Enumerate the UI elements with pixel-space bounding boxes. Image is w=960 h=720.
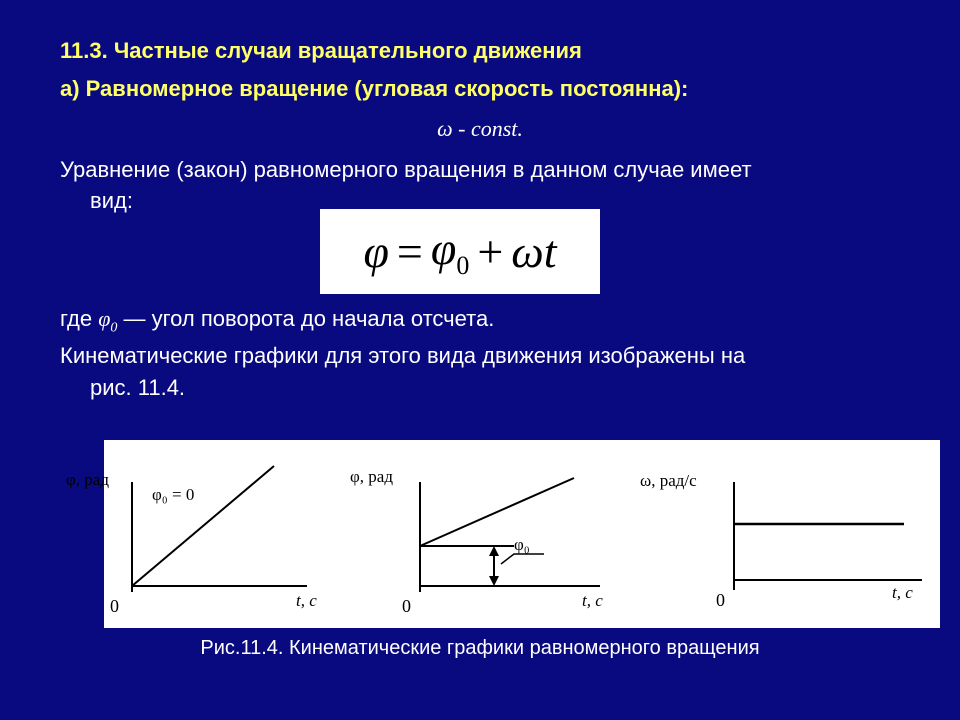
graph1-ylabel: φ, рад (66, 470, 110, 489)
graph1-origin: 0 (110, 596, 119, 616)
graph2-ylabel: φ, рад (350, 467, 394, 486)
graph-phi-nonzero (350, 467, 603, 616)
graph-omega (640, 471, 922, 610)
formula-lhs: φ (363, 226, 389, 277)
graph-phi-zero (66, 466, 317, 616)
formula-omega-t: ωt (511, 226, 557, 277)
omega-const-formula: ω - const. (437, 116, 523, 141)
graph2-annotation: φ₀ (514, 535, 530, 554)
formula-equals: = (396, 226, 423, 277)
kinematic-graphs-svg (66, 440, 940, 628)
paragraph-phi0-definition (60, 303, 494, 343)
paragraph-law-line1: Уравнение (закон) равномерного вращения в данном случае имеет (60, 157, 752, 182)
graph3-origin: 0 (716, 590, 725, 610)
formula-phi0: $\varphi_0$ (430, 222, 470, 281)
graph1-annotation: φ₀ = 0 (152, 485, 195, 504)
graph3-xlabel: t, c (892, 583, 913, 602)
kinematic-graphs-figure (66, 440, 940, 628)
graph1-xlabel: t, c (296, 591, 317, 610)
graph1-line (132, 466, 274, 586)
graph2-arrow-up (489, 546, 499, 556)
paragraph-graphs-line1: Кинематические графики для этого вида движения изображены на (60, 343, 746, 368)
graph2-line (420, 478, 574, 546)
graph2-arrow-down (489, 576, 499, 586)
rotation-law-formula (320, 209, 600, 294)
graph3-ylabel: ω, рад/с (640, 471, 697, 490)
slide-title: 11.3. Частные случаи вращательного движения (60, 38, 582, 63)
paragraph-graphs-line2: рис. 11.4. (90, 375, 186, 400)
figure-caption: Рис.11.4. Кинематические графики равномерного вращения (200, 637, 760, 659)
formula-plus: + (477, 226, 504, 277)
graph2-origin: 0 (402, 596, 411, 616)
paragraph2-prefix: где (60, 306, 99, 331)
phi0-symbol: $\varphi_0$ (98, 306, 118, 336)
paragraph-law-line2: вид: (90, 188, 133, 213)
graph2-leader (501, 554, 544, 564)
slide-subtitle: а) Равномерное вращение (угловая скорость постоянна): (60, 76, 689, 101)
graph2-xlabel: t, c (582, 591, 603, 610)
paragraph2-suffix: — угол поворота до начала отсчета. (117, 306, 495, 331)
